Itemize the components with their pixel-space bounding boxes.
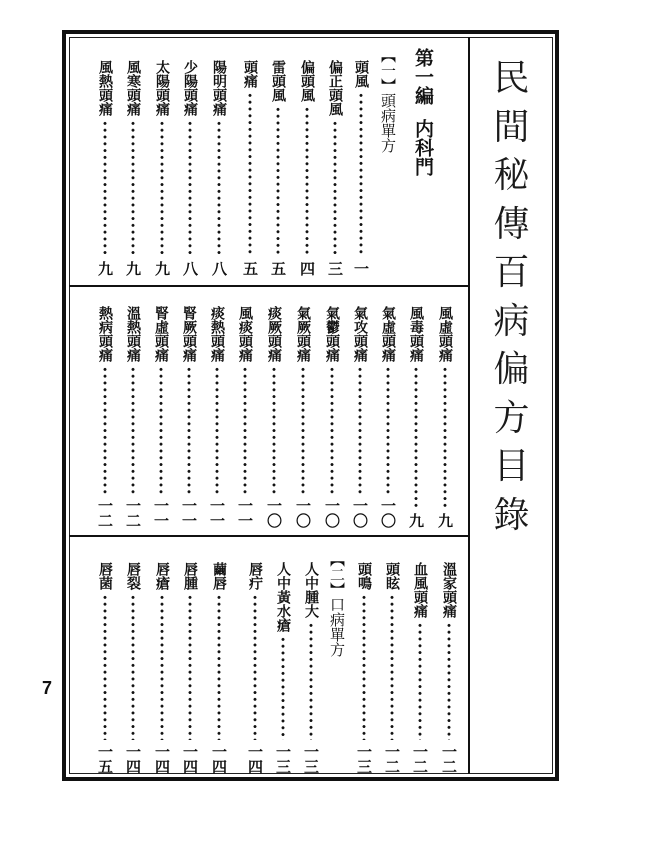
toc-entry[interactable]: [176, 306, 202, 528]
entry-label: 痰熱頭痛: [209, 306, 225, 362]
entry-page: 一四: [210, 744, 228, 774]
dot-leader: [281, 636, 285, 740]
dot-leader: [103, 120, 107, 257]
dot-leader: [215, 366, 219, 494]
dot-leader: [103, 366, 107, 494]
toc-entry[interactable]: [403, 306, 429, 528]
toc-section-middle: [69, 306, 468, 528]
entry-label: 腎厥頭痛: [181, 306, 197, 362]
page-number: 7: [42, 678, 53, 698]
toc-entry[interactable]: [348, 60, 374, 276]
entry-label: 雷頭風: [270, 60, 286, 102]
dot-leader: [362, 594, 366, 740]
entry-page: 九: [436, 513, 454, 528]
toc-section-bottom: [69, 552, 468, 774]
section-divider: [69, 535, 468, 537]
dot-leader: [103, 594, 107, 740]
entry-label: 唇菌: [97, 562, 113, 590]
dot-leader: [160, 120, 164, 257]
dot-leader: [272, 366, 276, 494]
entry-label: 血風頭痛: [412, 562, 428, 618]
dot-leader: [276, 106, 280, 257]
dot-leader: [188, 594, 192, 740]
dot-leader: [253, 594, 257, 740]
entry-label: 腎虛頭痛: [153, 306, 169, 362]
entry-label: 頭鳴: [356, 562, 372, 590]
section-heading-label: 【一】頭病單方: [379, 48, 397, 153]
section-heading: [324, 552, 350, 764]
entry-label: 風虛頭痛: [437, 306, 453, 362]
dot-leader: [188, 120, 192, 257]
entry-page: 一一: [152, 498, 170, 528]
entry-label: 氣攻頭痛: [352, 306, 368, 362]
entry-page: 一〇: [294, 498, 312, 528]
toc-entry[interactable]: [120, 562, 146, 774]
dot-leader: [414, 366, 418, 509]
entry-page: 一二: [440, 744, 458, 774]
entry-page: 一四: [181, 744, 199, 774]
toc-entry[interactable]: [92, 306, 118, 528]
toc-entry[interactable]: [206, 60, 232, 276]
toc-entry[interactable]: [261, 306, 287, 528]
toc-entry[interactable]: [290, 306, 316, 528]
toc-entry[interactable]: [294, 60, 320, 276]
entry-label: 氣厥頭痛: [295, 306, 311, 362]
toc-entry[interactable]: [120, 306, 146, 528]
entry-page: 一〇: [379, 498, 397, 528]
entry-page: 一四: [153, 744, 171, 774]
entry-label: 風寒頭痛: [125, 60, 141, 116]
entry-page: 一〇: [323, 498, 341, 528]
entry-page: 一〇: [265, 498, 283, 528]
dot-leader: [187, 366, 191, 494]
toc-entry[interactable]: [149, 60, 175, 276]
entry-label: 偏正頭風: [327, 60, 343, 116]
entry-page: 八: [181, 261, 199, 276]
toc-entry[interactable]: [92, 562, 118, 774]
toc-entry[interactable]: [375, 306, 401, 528]
entry-page: 一二: [383, 744, 401, 774]
entry-page: 九: [153, 261, 171, 276]
entry-page: 九: [407, 513, 425, 528]
section-heading-label: 【二】口病單方: [328, 552, 346, 657]
entry-label: 人中腫大: [303, 562, 319, 618]
entry-label: 風熱頭痛: [97, 60, 113, 116]
dot-leader: [418, 622, 422, 740]
toc-entry[interactable]: [432, 306, 458, 528]
dot-leader: [447, 622, 451, 740]
entry-label: 熱病頭痛: [97, 306, 113, 362]
entry-label: 頭痛: [242, 60, 258, 88]
toc-entry[interactable]: [407, 562, 433, 774]
entry-page: 一四: [246, 744, 264, 774]
entry-label: 太陽頭痛: [154, 60, 170, 116]
title-column: [468, 37, 553, 774]
toc-entry[interactable]: [204, 306, 230, 528]
toc-entry[interactable]: [177, 60, 203, 276]
dot-leader: [131, 120, 135, 257]
entry-page: 一四: [124, 744, 142, 774]
dot-leader: [309, 622, 313, 740]
toc-entry[interactable]: [232, 306, 258, 528]
entry-label: 唇瘡: [154, 562, 170, 590]
chapter-heading: [410, 48, 436, 276]
toc-entry[interactable]: [379, 562, 405, 774]
entry-label: 人中黃水瘡: [275, 562, 291, 632]
entry-page: 五: [269, 261, 287, 276]
entry-page: 一二: [96, 498, 114, 528]
entry-label: 唇腫: [182, 562, 198, 590]
entry-label: 少陽頭痛: [182, 60, 198, 116]
entry-label: 陽明頭痛: [211, 60, 227, 116]
entry-label: 氣鬱頭痛: [324, 306, 340, 362]
dot-leader: [159, 366, 163, 494]
toc-entry[interactable]: [270, 562, 296, 774]
entry-page: 一一: [236, 498, 254, 528]
title-char: 秘: [493, 155, 530, 196]
toc-entry[interactable]: [177, 562, 203, 774]
entry-page: 一〇: [351, 498, 369, 528]
chapter-label: 第一編: [412, 48, 434, 105]
entry-label: 氣虛頭痛: [380, 306, 396, 362]
toc-entry[interactable]: [265, 60, 291, 276]
toc-entry[interactable]: [347, 306, 373, 528]
dot-leader: [131, 594, 135, 740]
entry-page: 一三: [274, 744, 292, 774]
entry-page: 九: [96, 261, 114, 276]
title-char: 方: [493, 397, 530, 439]
entry-label: 溫家頭痛: [441, 562, 457, 618]
toc-entry[interactable]: [322, 60, 348, 276]
title-char: 傳: [493, 203, 530, 245]
title-char: 偏: [493, 349, 530, 390]
entry-label: 頭風: [353, 60, 369, 88]
entry-label: 偏頭風: [299, 60, 315, 102]
entry-page: 四: [298, 261, 316, 276]
entry-label: 頭眩: [384, 562, 400, 590]
chapter-subtitle: 内科門: [412, 119, 434, 176]
entry-page: 一一: [208, 498, 226, 528]
entry-label: 風痰頭痛: [237, 306, 253, 362]
toc-entry[interactable]: [436, 562, 462, 774]
toc-entry[interactable]: [120, 60, 146, 276]
entry-page: 一三: [355, 744, 373, 774]
entry-page: 一: [352, 261, 370, 276]
dot-leader: [330, 366, 334, 494]
entry-page: 五: [241, 261, 259, 276]
title-char: 民: [493, 58, 530, 99]
toc-entry[interactable]: [149, 562, 175, 774]
entry-page: 八: [210, 261, 228, 276]
section-divider: [69, 285, 468, 287]
entry-page: 一五: [96, 744, 114, 774]
section-heading: [375, 48, 401, 276]
dot-leader: [386, 366, 390, 494]
dot-leader: [305, 106, 309, 257]
toc-entry[interactable]: [206, 562, 232, 774]
dot-leader: [390, 594, 394, 740]
dot-leader: [131, 366, 135, 494]
toc-entry[interactable]: [237, 60, 263, 276]
dot-leader: [243, 366, 247, 494]
entry-page: 九: [124, 261, 142, 276]
dot-leader: [359, 92, 363, 257]
entry-page: 三: [326, 261, 344, 276]
toc-entry[interactable]: [351, 562, 377, 774]
dot-leader: [160, 594, 164, 740]
dot-leader: [358, 366, 362, 494]
entry-label: 唇裂: [125, 562, 141, 590]
toc-section-top: [69, 48, 468, 276]
entry-label: 繭唇: [211, 562, 227, 590]
toc-entry[interactable]: [148, 306, 174, 528]
entry-label: 痰厥頭痛: [266, 306, 282, 362]
dot-leader: [217, 120, 221, 257]
entry-label: 溫熱頭痛: [125, 306, 141, 362]
dot-leader: [217, 594, 221, 740]
toc-entry[interactable]: [242, 562, 268, 774]
title-char: 百: [493, 252, 530, 293]
toc-entry[interactable]: [92, 60, 118, 276]
dot-leader: [443, 366, 447, 509]
entry-page: 一二: [411, 744, 429, 774]
entry-label: 風毒頭痛: [408, 306, 424, 362]
entry-page: 一三: [302, 744, 320, 774]
entry-label: 唇疔: [247, 562, 263, 590]
toc-entry[interactable]: [319, 306, 345, 528]
entry-page: 一二: [124, 498, 142, 528]
title-char: 間: [493, 106, 530, 148]
dot-leader: [301, 366, 305, 494]
dot-leader: [248, 92, 252, 257]
title-char: 病: [493, 300, 530, 342]
title-char: 目: [493, 446, 530, 487]
dot-leader: [333, 120, 337, 257]
entry-page: 一一: [180, 498, 198, 528]
toc-entry[interactable]: [298, 562, 324, 774]
title-char: 錄: [493, 494, 530, 536]
